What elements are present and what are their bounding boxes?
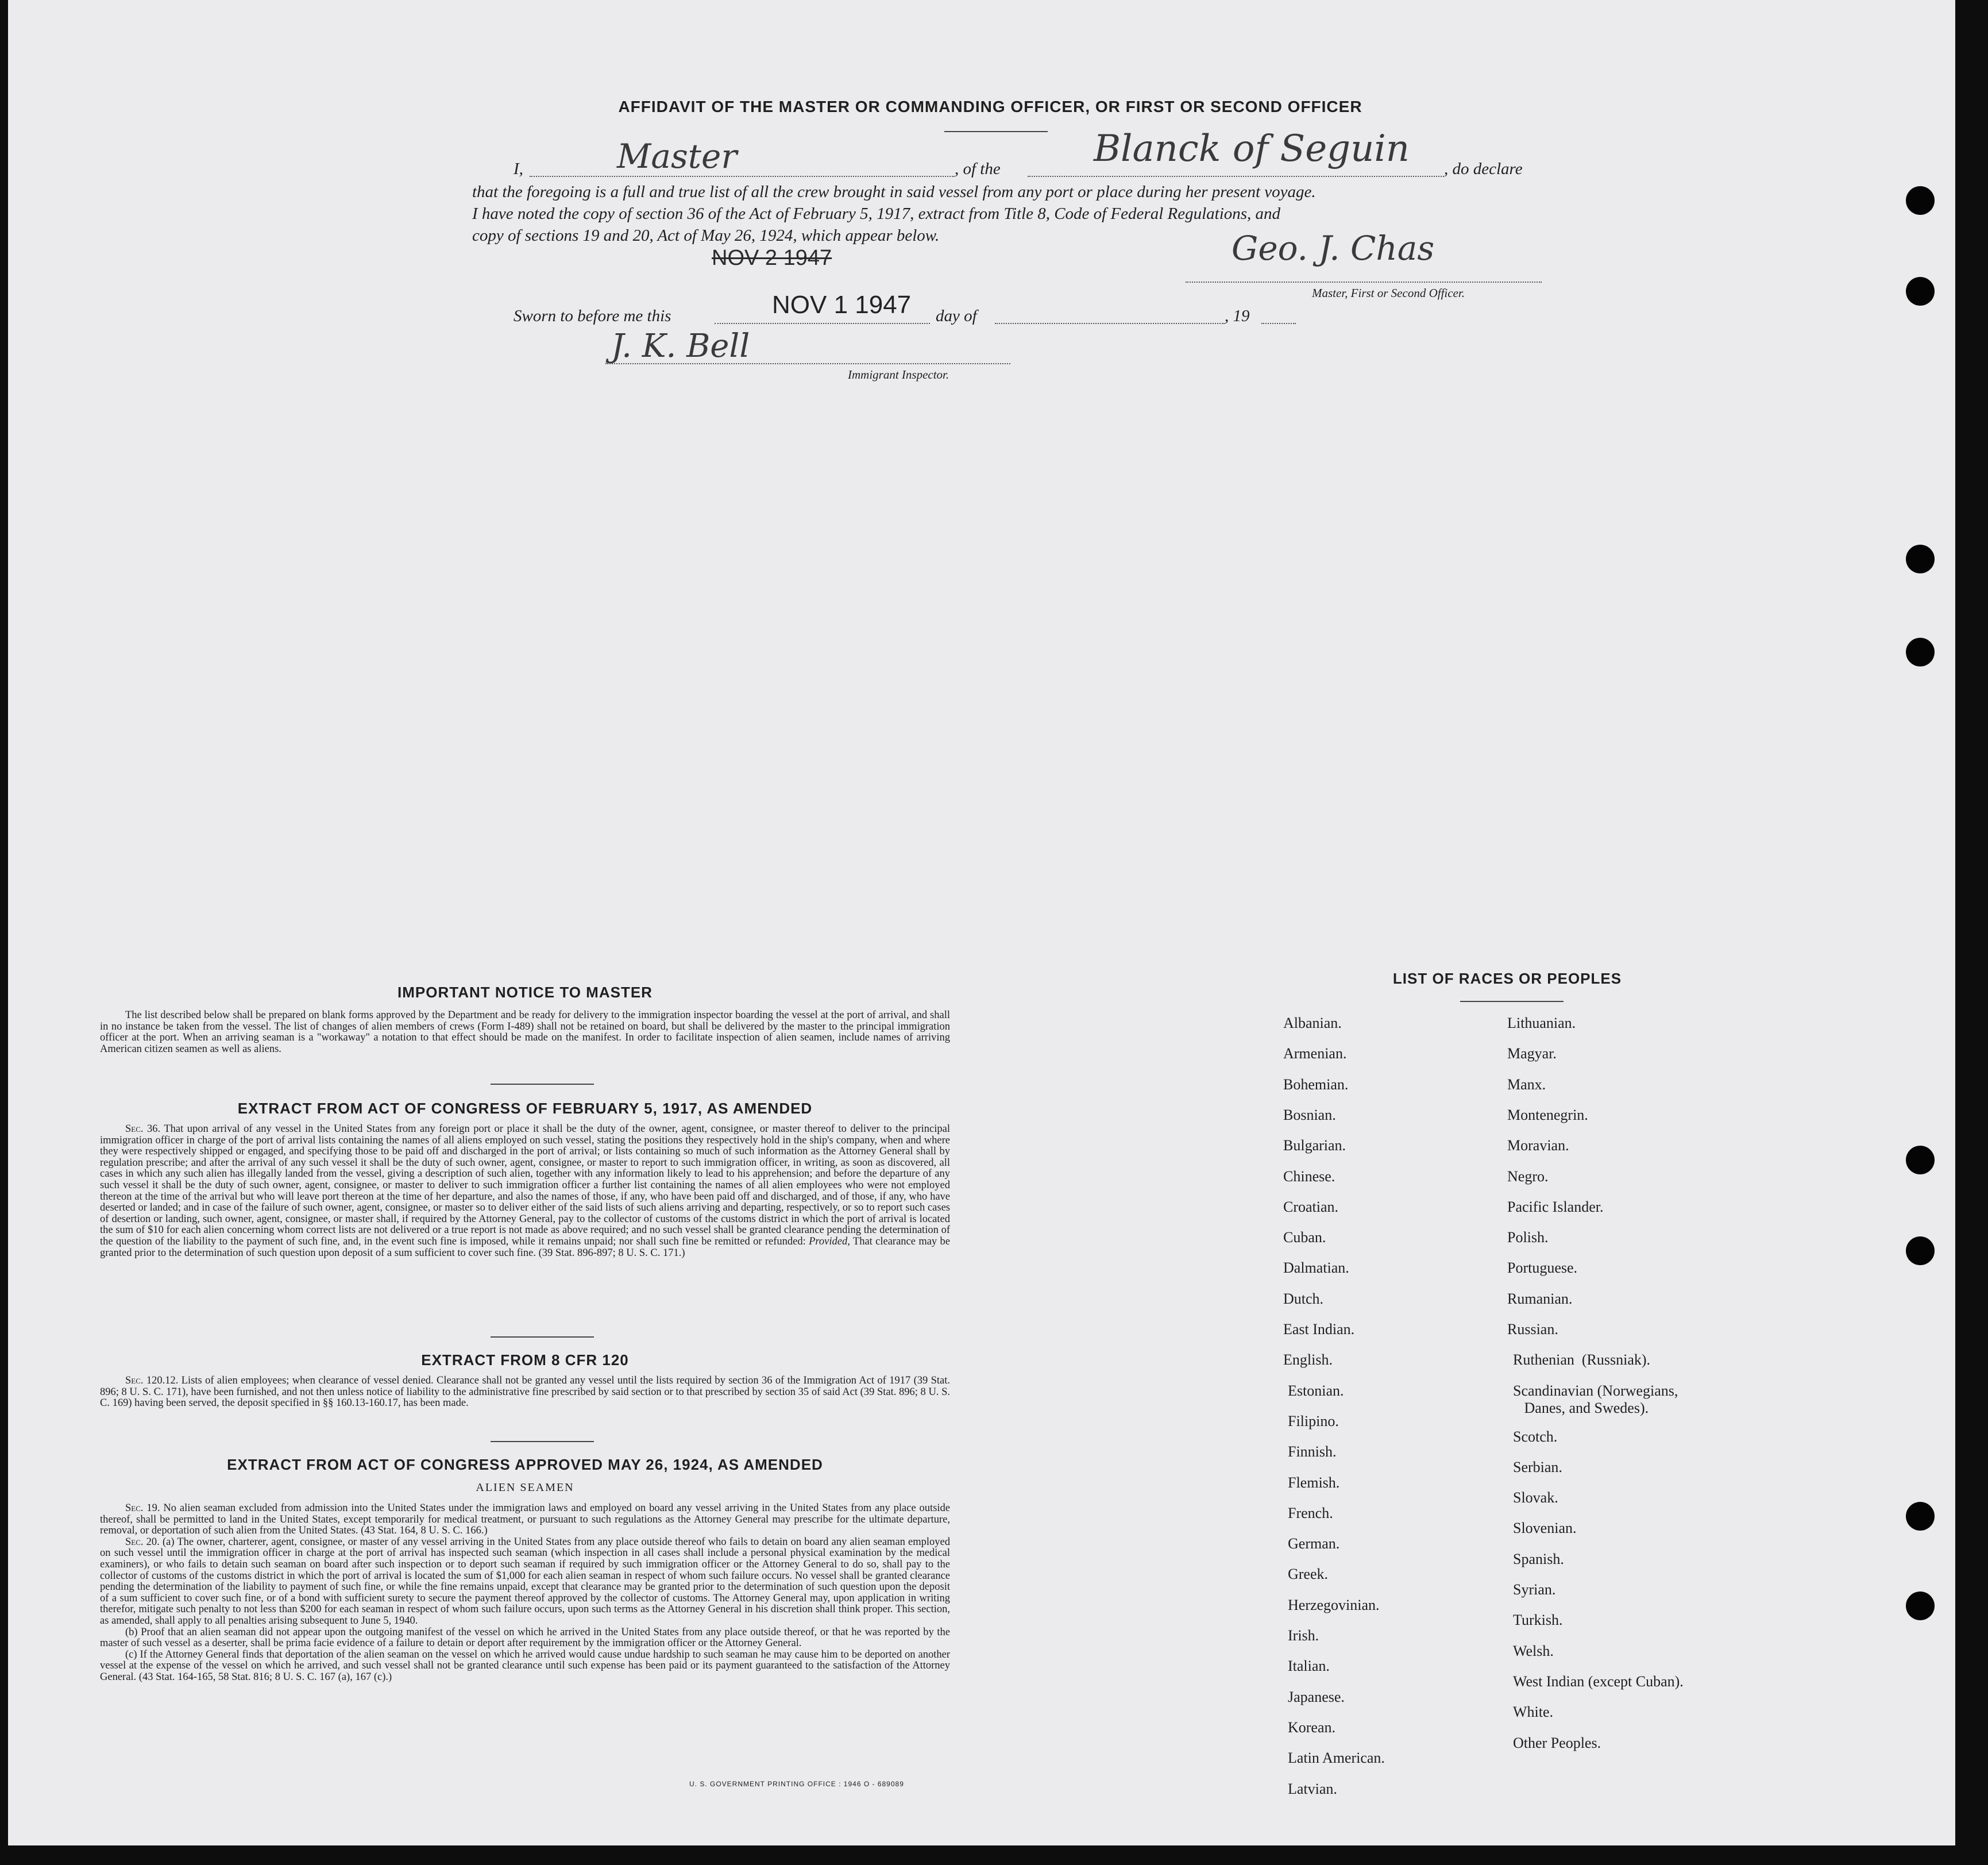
punch-hole (1906, 1502, 1935, 1531)
inspector-signature: J. K. Bell (611, 327, 750, 365)
punch-hole (1906, 545, 1935, 573)
sec19-paragraph (100, 1503, 950, 1537)
races-title: LIST OF RACES OR PEOPLES (1392, 970, 1622, 987)
month-line (995, 323, 1225, 324)
race-item: West Indian (except Cuban). (1513, 1673, 1684, 1690)
extract-1917-title: EXTRACT FROM ACT OF CONGRESS OF FEBRUARY 5, 1917, AS AMENDED (237, 1100, 813, 1117)
affidavit-title: AFFIDAVIT OF THE MASTER OR COMMANDING OFFICER, OR FIRST OR SECOND OFFICER (618, 98, 1362, 115)
race-item: Montenegrin. (1507, 1106, 1588, 1123)
sec12012-text: Lists of alien employees; when clearance of vessel denied. Clearance shall not be granted any vessel until the lists required by section 36 of the Immigration Act of 1917 (39 Stat. 896; 8 U. S. C. 171), have been furnished, and not then unless notice of liability to the administrative fine prescribed by said section or to that prescribed by section 35 of said Act (39 Stat. 896; 8 U. S. C. 169) having been served, the deposit specified in §§ 160.13-160.17, has been made. (100, 1375, 950, 1409)
race-item: White. (1513, 1704, 1554, 1721)
of-the-label: , of the (955, 160, 1001, 178)
sec12012-label: Sec. 120.12. (125, 1375, 179, 1386)
race-item: Estonian. (1288, 1382, 1344, 1399)
races-divider (1460, 1001, 1564, 1002)
race-item: Spanish. (1513, 1550, 1564, 1567)
punch-hole (1906, 638, 1935, 666)
inspector-signature-line (605, 363, 1010, 364)
race-item: Latvian. (1288, 1780, 1337, 1797)
notice-title: IMPORTANT NOTICE TO MASTER (397, 984, 653, 1001)
race-item: Welsh. (1513, 1642, 1554, 1659)
race-item: Russian. (1507, 1321, 1558, 1338)
extract-1924-body (100, 1503, 950, 1683)
sworn-label: Sworn to before me this (514, 307, 671, 325)
sec36-text-end: That clearance may be granted prior to the determination of such question upon deposit of a sum sufficient to cover such fine. (39 Stat. 896-897; 8 U. S. C. 171.) (100, 1235, 951, 1259)
sec20a-text: (a) The owner, charterer, agent, consignee, or master of any vessel arriving in the United States from any place outside thereof who fails to detain on board any alien seaman employed on such vessel until the immigration officer in charge at the port of arrival has inspected such seaman (which inspection in all cases shall include a personal physical examination by the medical examiners), or who fails to detain such seaman on board after such inspection or to deport such seaman if required by such immigration officer or the Attorney General to do so, shall pay to the collector of customs of the customs district in which the port of arrival is located the sum of $1,000 for each alien seaman in respect of whom such failure occurs. No vessel shall be granted clearance pending the determination of the liability to payment of such fine, or while the fine remains unpaid, except that clearance may be granted prior to the determination of such question upon the deposit of a sum sufficient to cover such fine, or of a bond with sufficient surety to secure the payment thereof approved by the collector of customs. The Attorney General may, upon application in writing therefor, mitigate such penalty to not less than $200 for each seaman in respect of whom such failure occurs, upon such terms as the Attorney General in his discretion shall think proper. This section, as amended, shall apply to all penalties arising subsequent to June 5, 1940. (100, 1536, 951, 1627)
day-of-label: day of (936, 307, 977, 325)
race-item: Armenian. (1283, 1045, 1347, 1062)
race-item: Lithuanian. (1507, 1015, 1576, 1031)
race-item: Rumanian. (1507, 1290, 1573, 1307)
officer-name-line (530, 176, 955, 177)
race-item: Herzegovinian. (1288, 1596, 1380, 1613)
race-item: East Indian. (1283, 1321, 1355, 1338)
race-item: Finnish. (1288, 1443, 1337, 1461)
i-label: I, (514, 160, 523, 178)
race-item: Bulgarian. (1283, 1137, 1346, 1154)
race-item: Ruthenian (Russniak). (1513, 1351, 1651, 1369)
inspector-caption: Immigrant Inspector. (848, 368, 949, 382)
do-declare-label: , do declare (1444, 160, 1523, 178)
race-item: Bosnian. (1283, 1106, 1336, 1123)
race-item: Irish. (1288, 1627, 1319, 1644)
sec20c-paragraph: (c) If the Attorney General finds that deportation of the alien seaman on the vessel on which he arrived would cause undue hardship to such seaman he may cause him to be deported on another vessel at the expense of the vessel on which he arrived, and such vessel shall not be granted clearance until such expense has been paid or its payment guaranteed to the satisfaction of the Attorney General. (43 Stat. 164-165, 58 Stat. 816; 8 U. S. C. 167 (a), 167 (c).) (100, 1648, 950, 1683)
race-item: English. (1283, 1351, 1333, 1369)
race-item: Slovak. (1513, 1489, 1558, 1506)
printer-line: U. S. GOVERNMENT PRINTING OFFICE : 1946 O - 689089 (689, 1780, 904, 1788)
race-item: Dutch. (1283, 1290, 1324, 1307)
race-item: Manx. (1507, 1076, 1546, 1093)
extract-1924-title: EXTRACT FROM ACT OF CONGRESS APPROVED MAY 26, 1924, AS AMENDED (227, 1456, 823, 1473)
vessel-name-line (1028, 176, 1444, 177)
proviso-label: Provided, (809, 1235, 850, 1247)
race-item: Scotch. (1513, 1428, 1558, 1445)
year-line (1261, 323, 1296, 324)
race-item: Bohemian. (1283, 1076, 1349, 1093)
punch-hole (1906, 1592, 1935, 1620)
extract-1917-divider (491, 1336, 594, 1338)
race-item: Other Peoples. (1513, 1734, 1601, 1751)
master-signature-line (1186, 282, 1542, 283)
race-item: Magyar. (1507, 1045, 1557, 1062)
notice-body: The list described below shall be prepared on blank forms approved by the Department and be ready for delivery to the immigration inspector boarding the vessel at the port of arrival, and shall in no instance be taken from the vessel. The list of changes of alien members of crews (Form I-489) shall not be retained on board, but shall be delivered by the master to the principal immigration officer at the port. When an arriving seaman is a "workaway" a notation to that effect should be made on the manifest. In order to facilitate inspection of alien seamen, include names of arriving American citizen seamen as well as aliens. (100, 1009, 950, 1055)
race-item: Dalmatian. (1283, 1259, 1349, 1277)
sec20a-paragraph (100, 1537, 950, 1627)
extract-1924-subtitle: ALIEN SEAMEN (476, 1481, 574, 1494)
race-item: Moravian. (1507, 1137, 1569, 1154)
race-item: Negro. (1507, 1167, 1549, 1185)
race-item: Japanese. (1288, 1688, 1345, 1705)
race-item: Chinese. (1283, 1167, 1335, 1185)
form-sheet (8, 0, 1955, 1845)
sec20-label: Sec. 20. (125, 1536, 160, 1548)
sworn-date-line (715, 323, 930, 324)
race-item: Flemish. (1288, 1474, 1340, 1491)
declaration-line-3: I have noted the copy of section 36 of the Act of February 5, 1917, extract from Title 8, Code of Federal Regulations, and (472, 205, 1281, 223)
year-label: , 19 (1225, 307, 1250, 325)
officer-name-handwriting: Master (617, 137, 738, 176)
race-item: French. (1288, 1504, 1333, 1521)
master-signature: Geo. J. Chas (1232, 229, 1435, 268)
struck-date-stamp: NOV 2 1947 (712, 246, 832, 270)
extract-1917-body (100, 1124, 950, 1259)
extract-cfr-body (100, 1375, 950, 1409)
punch-hole (1906, 1146, 1935, 1174)
race-item: Latin American. (1288, 1750, 1385, 1767)
race-item: Greek. (1288, 1566, 1329, 1583)
notice-divider (491, 1084, 594, 1085)
race-item: Korean. (1288, 1718, 1336, 1736)
race-item: Pacific Islander. (1507, 1198, 1604, 1215)
extract-cfr-title: EXTRACT FROM 8 CFR 120 (421, 1351, 629, 1369)
punch-hole (1906, 1236, 1935, 1265)
race-item: German. (1288, 1535, 1340, 1552)
race-item: Slovenian. (1513, 1520, 1577, 1537)
vessel-name-handwriting: Blanck of Seguin (1094, 128, 1410, 170)
race-item: Portuguese. (1507, 1259, 1578, 1277)
race-item: Filipino. (1288, 1412, 1339, 1429)
title-divider (944, 131, 1048, 132)
sec36-label: Sec. 36. (125, 1123, 161, 1135)
race-item: Serbian. (1513, 1458, 1562, 1475)
sec19-text: No alien seaman excluded from admission into the United States under the immigration laws and employed on board any vessel arriving in the United States from any place outside thereof, shall be permitted to land in the United States, except temporarily for medical treatment, or pursuant to such regulations as the Attorney General may prescribe for the ultimate departure, removal, or deportation of such alien from the United States. (43 Stat. 164, 8 U. S. C. 166.) (100, 1502, 951, 1537)
race-item: Scandinavian (Norwegians, Danes, and Swedes). (1513, 1382, 1678, 1416)
sworn-date-stamp: NOV 1 1947 (772, 291, 912, 319)
punch-hole (1906, 277, 1935, 306)
race-item: Polish. (1507, 1229, 1549, 1246)
sec19-label: Sec. 19. (125, 1502, 160, 1514)
race-item: Turkish. (1513, 1612, 1563, 1629)
declaration-line-2: that the foregoing is a full and true list of all the crew brought in said vessel from any port or place during her present voyage. (472, 183, 1316, 201)
sec20b-paragraph: (b) Proof that an alien seaman did not appear upon the outgoing manifest of the vessel on which he arrived in the United States from any place outside thereof, or that he was reported by the master of such vessel as a deserter, shall be prima facie evidence of a failure to detain or deport after requirement by the immigration officer or the Attorney General. (100, 1626, 950, 1650)
race-item: Albanian. (1283, 1015, 1342, 1031)
master-caption: Master, First or Second Officer. (1312, 286, 1465, 300)
race-item: Italian. (1288, 1658, 1330, 1675)
race-item: Cuban. (1283, 1229, 1326, 1246)
sec36-text: That upon arrival of any vessel in the United States from any foreign port or place it shall be the duty of the owner, agent, consignee, or master thereof to deliver to the principal immigration officer in charge of the port of arrival lists containing the names of all aliens employed on such vessel, stating the positions they respectively hold in the ship's company, when and where they were respectively shipped or engaged, and specifying those to be paid off and discharged in the port of arrival; or lists containing so much of such information as the Attorney General shall by regulation prescribe; and after the arrival of any such vessel it shall be the duty of such owner, agent, consignee, or master to report to such immigration officer, in writing, as soon as discovered, all cases in which any such alien has illegally landed from the vessel, giving a description of such alien, together with any information likely to lead to his apprehension; and before the departure of any such vessel it shall be the duty of such owner, agent, consignee, or master to deliver to such immigration officer a further list containing the names of all alien employees who were not employed thereon at the time of the arrival but who will leave port thereon at the time of her departure, and also the names of those, if any, who have been paid off and discharged, and of those, if any, who have deserted or landed; and in case of the failure of such owner, agent, consignee, or master so to deliver either of the said lists of such aliens arriving and departing, respectively, or so to report such cases of desertion or landing, such owner, agent, consignee, or master shall, if required by the Attorney General, pay to the collector of customs of the customs district in which the port of arrival is located the sum of $10 for each alien concerning whom correct lists are not delivered or a true report is not made as above required; and no such vessel shall be granted clearance pending the determination of the question of the liability to the payment of such fine, and, in the event such fine is imposed, while it remains unpaid; nor shall such fine be remitted or refunded: (100, 1123, 950, 1247)
declaration-line-4: copy of sections 19 and 20, Act of May 26, 1924, which appear below. (472, 226, 940, 245)
race-item: Croatian. (1283, 1198, 1339, 1215)
extract-cfr-divider (491, 1441, 594, 1442)
punch-hole (1906, 186, 1935, 215)
race-item: Syrian. (1513, 1581, 1556, 1598)
